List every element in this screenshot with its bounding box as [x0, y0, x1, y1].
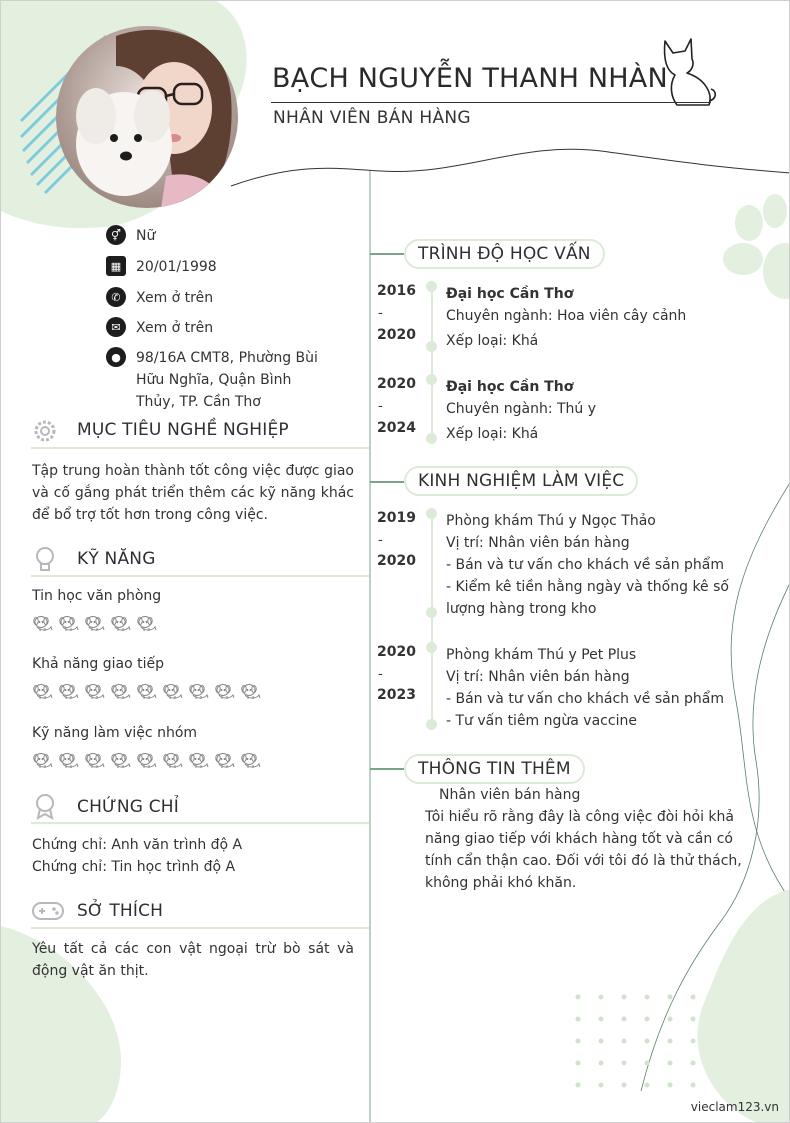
exp-end-year: 2023	[377, 687, 416, 703]
education-entry	[446, 376, 596, 445]
connector-line	[370, 768, 404, 770]
exp-end-year: 2020	[377, 553, 416, 569]
timeline-dot	[426, 433, 437, 444]
contact-email	[106, 317, 336, 339]
connector-line	[370, 481, 404, 483]
timeline-dot	[426, 719, 437, 730]
puppy-rating-icon	[162, 682, 184, 700]
puppy-rating-icon	[84, 682, 106, 700]
location-pin-icon: ●	[106, 347, 126, 367]
education-entry	[446, 283, 686, 352]
contact-address-text: 98/16A CMT8, Phường Bùi Hữu Nghĩa, Quận Bình Thủy, TP. Cần Thơ	[136, 350, 318, 410]
certificate-item: Chứng chỉ: Tin học trình độ A	[32, 859, 236, 875]
contact-email-text: Xem ở trên	[136, 320, 214, 336]
exp-line: Vị trí: Nhân viên bán hàng	[446, 535, 630, 551]
more-info-text: Tôi hiểu rõ rằng đây là công việc đòi hỏi khả năng giao tiếp với khách hàng tốt và cần có tính cẩn thận cao. Đối với tôi đó là thử thách, không phải khó khăn.	[425, 809, 742, 891]
edu-start-year: 2016	[377, 283, 416, 299]
name-underline	[271, 102, 711, 103]
exp-line: - Tư vấn tiêm ngừa vaccine	[446, 713, 637, 729]
timeline-dot	[426, 607, 437, 618]
contact-birthday-text: 20/01/1998	[136, 259, 217, 275]
skill-name: Tin học văn phòng	[32, 588, 162, 604]
medal-icon	[31, 792, 59, 820]
edu-year-dash: -	[378, 306, 383, 321]
exp-line: - Bán và tư vấn cho khách về sản phẩm	[446, 557, 725, 573]
exp-year-dash: -	[378, 667, 383, 682]
exp-company: Phòng khám Thú y Pet Plus	[446, 647, 637, 663]
timeline-line	[431, 518, 433, 726]
experience-entry	[446, 510, 729, 620]
lightbulb-icon	[31, 545, 59, 573]
education-title: TRÌNH ĐỘ HỌC VẤN	[404, 239, 605, 269]
gear-icon	[31, 417, 59, 445]
puppy-rating-icon	[188, 682, 210, 700]
contact-birthday	[106, 256, 336, 278]
skills-title: KỸ NĂNG	[77, 549, 156, 569]
puppy-rating-icon	[32, 751, 54, 769]
timeline-line	[431, 291, 433, 439]
timeline-dot	[426, 642, 437, 653]
exp-start-year: 2020	[377, 644, 416, 660]
puppy-rating-icon	[188, 751, 210, 769]
certificates-divider	[31, 822, 369, 824]
hobbies-text: Yêu tất cả các con vật ngoại trừ bò sát và động vật ăn thịt.	[32, 941, 354, 979]
puppy-rating-icon	[240, 682, 262, 700]
edu-year-dash: -	[378, 399, 383, 414]
exp-line: - Bán và tư vấn cho khách về sản phẩm	[446, 691, 725, 707]
skill-rating	[32, 751, 266, 769]
objective-title: MỤC TIÊU NGHỀ NGHIỆP	[77, 420, 289, 440]
edu-major: Chuyên ngành: Thú y	[446, 401, 597, 417]
certificates-title: CHỨNG CHỈ	[77, 797, 179, 817]
edu-rank: Xếp loại: Khá	[446, 333, 539, 349]
edu-school: Đại học Cần Thơ	[446, 286, 574, 302]
skill-name: Khả năng giao tiếp	[32, 656, 164, 672]
edu-start-year: 2020	[377, 376, 416, 392]
puppy-rating-icon	[214, 682, 236, 700]
puppy-rating-icon	[58, 751, 80, 769]
skill-name: Kỹ năng làm việc nhóm	[32, 725, 198, 741]
exp-line: - Kiểm kê tiền hằng ngày và thống kê số	[446, 579, 729, 595]
puppy-rating-icon	[84, 751, 106, 769]
exp-line: Vị trí: Nhân viên bán hàng	[446, 669, 630, 685]
exp-line: lượng hàng trong kho	[446, 601, 597, 617]
puppy-rating-icon	[110, 751, 132, 769]
connector-line	[370, 253, 404, 255]
edu-major: Chuyên ngành: Hoa viên cây cảnh	[446, 308, 687, 324]
timeline-dot	[426, 374, 437, 385]
edu-school: Đại học Cần Thơ	[446, 379, 574, 395]
timeline-dot	[426, 341, 437, 352]
exp-company: Phòng khám Thú y Ngọc Thảo	[446, 513, 656, 529]
objective-divider	[31, 447, 369, 449]
edu-rank: Xếp loại: Khá	[446, 426, 539, 442]
contact-phone-text: Xem ở trên	[136, 290, 214, 306]
puppy-rating-icon	[136, 614, 158, 632]
hobbies-title: SỞ THÍCH	[77, 901, 164, 921]
more-info-subtitle: Nhân viên bán hàng	[439, 787, 581, 803]
job-title: NHÂN VIÊN BÁN HÀNG	[273, 108, 471, 128]
puppy-rating-icon	[58, 614, 80, 632]
puppy-rating-icon	[110, 682, 132, 700]
puppy-rating-icon	[162, 751, 184, 769]
puppy-rating-icon	[32, 682, 54, 700]
skill-rating	[32, 614, 162, 632]
objective-text: Tập trung hoàn thành tốt công việc được giao và cố gắng phát triển thêm các kỹ năng khác để bổ trợ tốt hơn trong công việc.	[32, 463, 354, 523]
experience-title: KINH NGHIỆM LÀM VIỆC	[404, 466, 638, 496]
puppy-rating-icon	[136, 751, 158, 769]
exp-year-dash: -	[378, 533, 383, 548]
skills-divider	[31, 575, 369, 577]
puppy-rating-icon	[32, 614, 54, 632]
edu-end-year: 2024	[377, 420, 416, 436]
puppy-rating-icon	[84, 614, 106, 632]
gender-icon: ⚥	[106, 225, 126, 245]
more-info-title: THÔNG TIN THÊM	[404, 754, 585, 784]
email-icon: ✉	[106, 317, 126, 337]
puppy-rating-icon	[110, 614, 132, 632]
certificate-item: Chứng chỉ: Anh văn trình độ A	[32, 837, 243, 853]
exp-start-year: 2019	[377, 510, 416, 526]
gamepad-icon	[31, 897, 65, 925]
contact-phone	[106, 287, 336, 309]
calendar-icon: ▦	[106, 256, 126, 276]
puppy-rating-icon	[214, 751, 236, 769]
contact-address	[106, 347, 326, 413]
avatar	[56, 26, 238, 208]
skill-rating	[32, 682, 266, 700]
puppy-rating-icon	[58, 682, 80, 700]
puppy-rating-icon	[240, 751, 262, 769]
contact-gender	[106, 225, 336, 247]
contact-gender-text: Nữ	[136, 228, 156, 244]
experience-entry	[446, 644, 724, 732]
full-name: BẠCH NGUYỄN THANH NHÀN	[272, 63, 668, 94]
puppy-rating-icon	[136, 682, 158, 700]
footer-watermark: vieclam123.vn	[690, 1100, 779, 1114]
phone-icon: ✆	[106, 287, 126, 307]
edu-end-year: 2020	[377, 327, 416, 343]
hobbies-divider	[31, 927, 369, 929]
